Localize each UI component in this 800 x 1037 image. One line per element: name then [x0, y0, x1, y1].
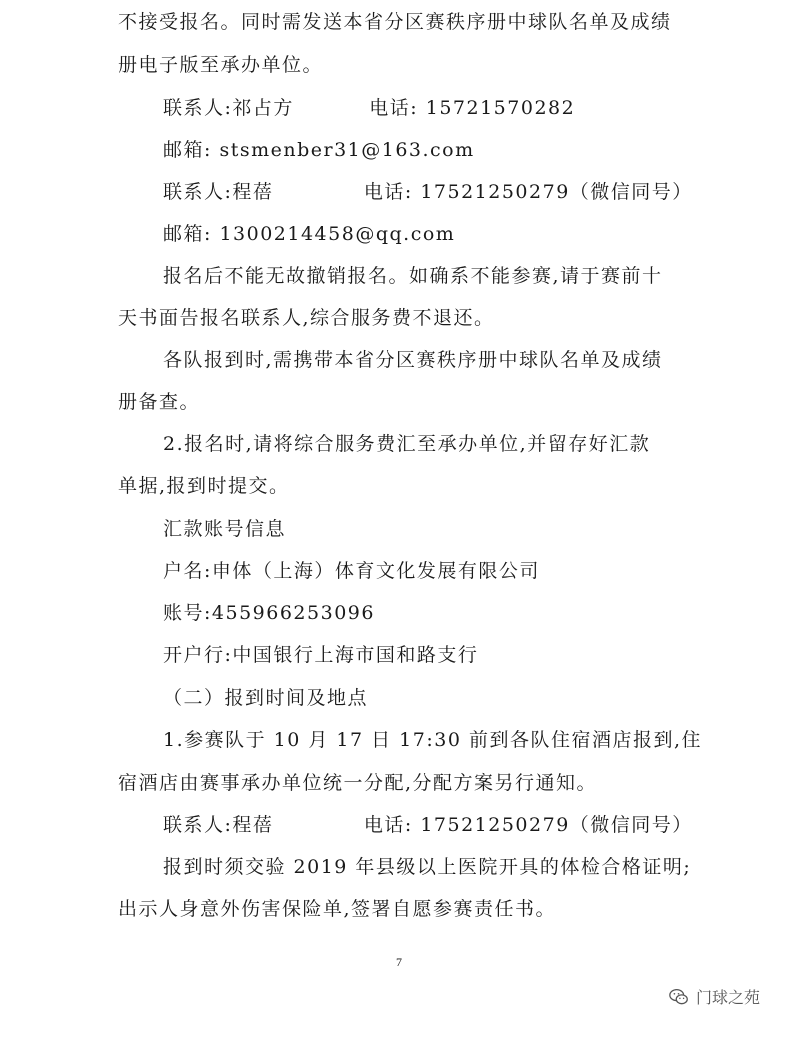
text-line: 报到时须交验 2019 年县级以上医院开具的体检合格证明; — [163, 856, 692, 878]
text-line: 各队报到时,需携带本省分区赛秩序册中球队名单及成绩 — [163, 349, 663, 371]
text-line: 宿酒店由赛事承办单位统一分配,分配方案另行通知。 — [118, 772, 598, 794]
text-line: 开户行:中国银行上海市国和路支行 — [163, 644, 479, 666]
text-line: 邮箱: stsmenber31@163.com — [163, 139, 475, 161]
text-line: 单据,报到时提交。 — [118, 475, 290, 497]
page-number: 7 — [396, 955, 402, 969]
watermark-text: 门球之苑 — [696, 988, 761, 1007]
text-line: 1.参赛队于 10 月 17 日 17:30 前到各队住宿酒店报到,住 — [163, 729, 703, 751]
text-line: 报名后不能无故撤销报名。如确系不能参赛,请于赛前十 — [163, 265, 663, 287]
text-line: 出示人身意外伤害保险单,签署自愿参赛责任书。 — [118, 898, 557, 920]
text-line: 2.报名时,请将综合服务费汇至承办单位,并留存好汇款 — [163, 433, 651, 455]
text-line: 册备查。 — [118, 391, 201, 413]
watermark — [668, 985, 760, 1008]
text-line: 册电子版至承办单位。 — [118, 54, 324, 76]
text-line: 联系人:程蓓 电话: 17521250279（微信同号） — [163, 181, 693, 203]
text-line: 联系人:祁占方 电话: 15721570282 — [163, 97, 576, 119]
text-line: 账号:455966253096 — [163, 602, 375, 624]
text-line: 联系人:程蓓 电话: 17521250279（微信同号） — [163, 814, 693, 836]
text-line: 汇款账号信息 — [163, 518, 287, 540]
text-line: 邮箱: 1300214458@qq.com — [163, 223, 456, 245]
text-line: （二）报到时间及地点 — [163, 687, 369, 709]
text-line: 户名:申体（上海）体育文化发展有限公司 — [163, 560, 540, 582]
text-line: 天书面告报名联系人,综合服务费不退还。 — [118, 307, 495, 329]
wechat-icon — [668, 986, 690, 1008]
text-line: 不接受报名。同时需发送本省分区赛秩序册中球队名单及成绩 — [118, 11, 672, 33]
